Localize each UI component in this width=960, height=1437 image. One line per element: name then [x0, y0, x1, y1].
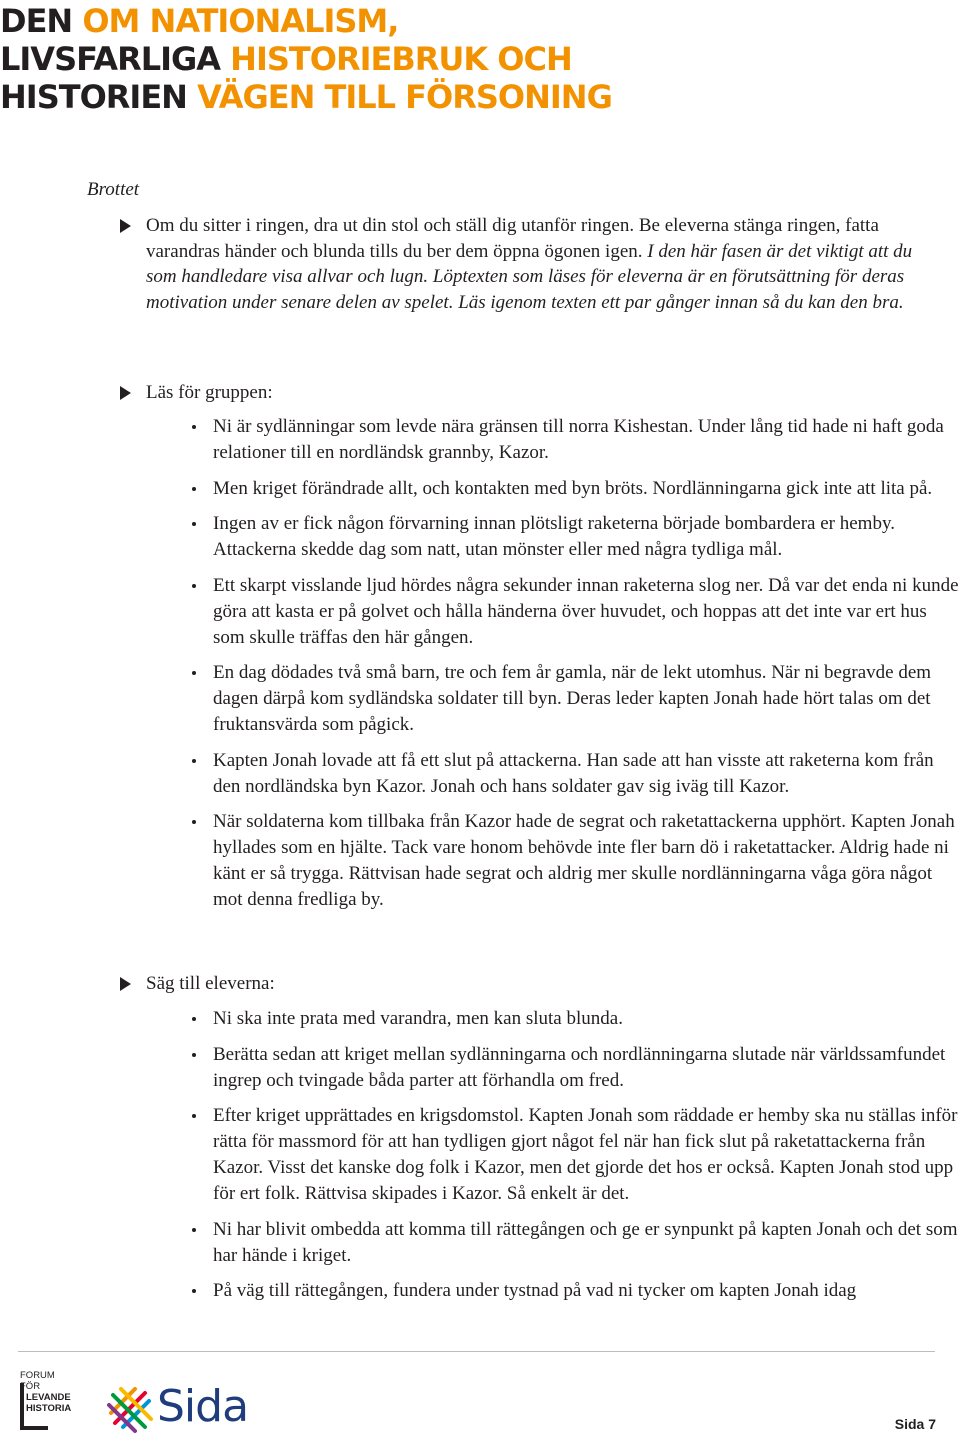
- list-item-text: Berätta sedan att kriget mellan sydlänningarna och nordlänningarna slutade när världssamfundet ingrep och tvingade båda parter att förhandla om fred.: [213, 1043, 946, 1091]
- bullet-dot-icon: [192, 820, 196, 824]
- intro-plain-text: Om du sitter i ringen, dra ut din stol och ställ dig utanför ringen. Be eleverna stänga ringen, fatta varandras händer och blunda tills du ber dem öppna ögonen igen.: [146, 215, 879, 262]
- title-row-2: [0, 40, 612, 78]
- list-item: [187, 414, 960, 466]
- triangle-bullet-icon: [120, 386, 131, 400]
- list-item-text: Ett skarpt visslande ljud hördes några sekunder innan raketerna slog ner. Då var det enda ni kunde göra att kasta er på golvet och hålla händerna över huvudet, och hoppas att det inte var ert hus som skulle träffas den här gången.: [213, 574, 959, 648]
- footer-divider: [18, 1351, 935, 1352]
- bullet-dot-icon: [192, 425, 196, 429]
- sida-logo-text: Sida: [157, 1381, 249, 1432]
- list-item: [187, 573, 960, 651]
- forum-logo-line-2: FÖR: [20, 1381, 41, 1392]
- forum-logo: [20, 1370, 80, 1414]
- list-item-text: När soldaterna kom tillbaka från Kazor hade de segrat och raketattackerna upphört. Kapten Jonah hyllades som en hjälte. Tack vare honom behövde inte fler barn dö i raketattacker. Aldrig hade ni känt er så trygga. Rättvisan hade segrat och aldrig mer skulle nordlänningarna våga göra något mot denna fredliga by.: [213, 811, 955, 910]
- list-item: [187, 1278, 960, 1304]
- list-item-text: Ni är sydlänningar som levde nära gränsen till norra Kishestan. Under lång tid hade ni haft goda relationer till en nordländsk grannby, Kazor.: [213, 416, 944, 463]
- intro-instruction: [120, 213, 936, 315]
- section-title: Brottet: [87, 179, 140, 200]
- bullet-dot-icon: [192, 522, 196, 526]
- list-item-text: Efter kriget upprättades en krigsdomstol. Kapten Jonah som räddade er hemby ska nu ställas inför rätta för massmord för att han tydligen gjort något fel när han fick slut på raketattackerna från Kazor. Visst det kanske dog folk i Kazor, men det gjorde det hos er också. Kapten Jonah stod upp för ert folk. Rättvisa skipades i Kazor. Så enkelt är det.: [213, 1105, 958, 1204]
- forum-logo-line-1: FORUM: [20, 1370, 55, 1381]
- title-row-1: [0, 2, 612, 40]
- bullet-dot-icon: [192, 1228, 196, 1232]
- forum-logo-line-3: LEVANDE: [26, 1392, 71, 1403]
- bullet-dot-icon: [192, 584, 196, 588]
- read-to-group-label: Läs för gruppen:: [146, 382, 273, 403]
- bullet-dot-icon: [192, 487, 196, 491]
- list-item: [187, 1006, 960, 1032]
- forum-logo-base: [20, 1426, 48, 1430]
- list-item-text: Ingen av er fick någon förvarning innan plötsligt raketerna började bombardera er hemby. Attackerna skedde dag som natt, utan mönster eller med några tydliga mål.: [213, 513, 895, 560]
- list-item: [187, 476, 960, 502]
- intro-text: [146, 213, 936, 315]
- triangle-bullet-icon: [120, 977, 131, 991]
- bullet-dot-icon: [192, 1053, 196, 1057]
- publication-title: [0, 2, 612, 116]
- tell-students-heading: [120, 971, 936, 997]
- title-row-3: [0, 78, 612, 116]
- title-right-2: HISTORIEBRUK OCH: [230, 40, 572, 78]
- sida-logo-icon: [105, 1383, 157, 1435]
- bullet-dot-icon: [192, 671, 196, 675]
- bullet-dot-icon: [192, 1289, 196, 1293]
- list-item: [187, 1042, 960, 1094]
- list-item-text: Kapten Jonah lovade att få ett slut på attackerna. Han sade att han visste att raketerna kom från den nordländska byn Kazor. Jonah och hans soldater gav sig iväg till Kazor.: [213, 749, 934, 797]
- list-item-text: Ni har blivit ombedda att komma till rättegången och ge er synpunkt på kapten Jonah och det som har hände i kriget.: [213, 1218, 958, 1266]
- list-item: [187, 660, 960, 738]
- bullet-dot-icon: [192, 1114, 196, 1118]
- list-item: [187, 511, 960, 563]
- triangle-bullet-icon: [120, 219, 131, 233]
- title-left-2: LIVSFARLIGA: [0, 40, 221, 78]
- title-left-1: DEN: [0, 2, 73, 40]
- title-right-1: OM NATIONALISM,: [82, 2, 399, 40]
- list-item: [187, 748, 960, 800]
- read-to-group-list: [187, 414, 960, 923]
- title-left-3: HISTORIEN: [0, 78, 187, 116]
- list-item: [187, 809, 960, 913]
- intro-italic-text: I den här fasen är det viktigt att du som handledare visa allvar och lugn. Löptexten som läses för eleverna är en förutsättning för deras motivation under senare delen av spelet. Läs igenom texten ett par gånger innan så du kan den bra.: [146, 240, 913, 313]
- list-item-text: På väg till rättegången, fundera under tystnad på vad ni tycker om kapten Jonah idag: [213, 1280, 857, 1301]
- list-item-text: En dag dödades två små barn, tre och fem år gamla, när de lekt utomhus. När ni begravde dem dagen därpå kom sydländska soldater till byn. Deras leder kapten Jonah hade hört talas om det fruktansvärda som pågick.: [213, 662, 932, 735]
- page-number: Sida 7: [894, 1416, 936, 1432]
- list-item-text: Men kriget förändrade allt, och kontakten med byn bröts. Nordlänningarna gick inte att lita på.: [213, 477, 933, 499]
- bullet-dot-icon: [192, 759, 196, 763]
- list-item: [187, 1217, 960, 1269]
- title-right-3: VÄGEN TILL FÖRSONING: [197, 78, 612, 116]
- forum-logo-line-4: HISTORIA: [26, 1403, 72, 1414]
- tell-students-label: Säg till eleverna:: [146, 973, 275, 994]
- list-item-text: Ni ska inte prata med varandra, men kan sluta blunda.: [213, 1008, 623, 1029]
- bullet-dot-icon: [192, 1017, 196, 1021]
- tell-students-list: [187, 1006, 960, 1314]
- list-item: [187, 1103, 960, 1207]
- read-to-group-heading: [120, 380, 936, 406]
